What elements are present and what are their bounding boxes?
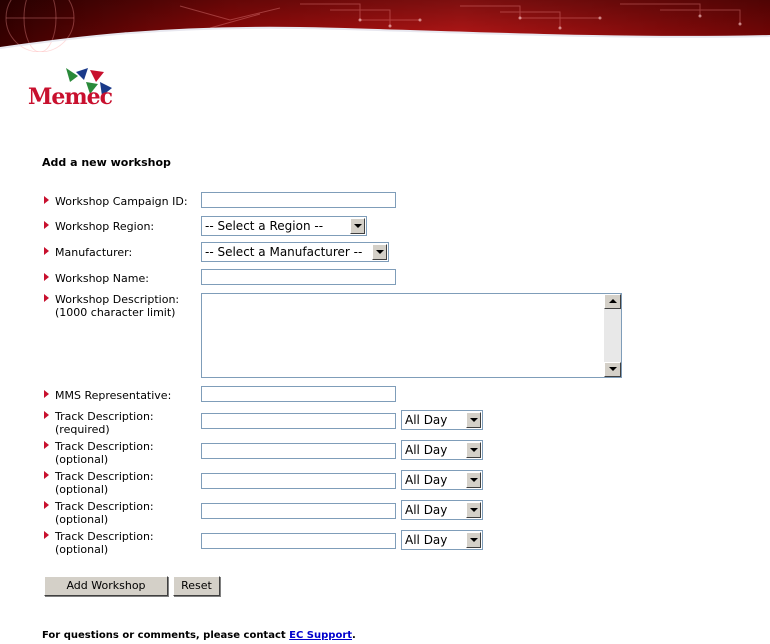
region-select[interactable] xyxy=(201,216,367,236)
mms-representative-input[interactable] xyxy=(201,386,396,402)
bullet-arrow-icon xyxy=(44,247,49,255)
chevron-down-icon[interactable] xyxy=(466,532,481,548)
chevron-down-icon[interactable] xyxy=(466,442,481,458)
bullet-arrow-icon xyxy=(44,196,49,204)
campaign-id-input[interactable] xyxy=(201,192,396,208)
track-time-select[interactable] xyxy=(401,470,483,490)
add-workshop-button[interactable]: Add Workshop xyxy=(44,576,168,596)
region-label: Workshop Region: xyxy=(55,220,155,233)
logo-text: Memec xyxy=(28,84,113,110)
memec-logo[interactable] xyxy=(26,66,118,114)
track-description-input[interactable] xyxy=(201,443,396,459)
track-label: Track Description: (optional) xyxy=(55,500,154,526)
track-time-selected: All Day xyxy=(405,533,448,547)
chevron-down-icon[interactable] xyxy=(466,412,481,428)
chevron-down-icon[interactable] xyxy=(466,472,481,488)
chevron-down-icon[interactable] xyxy=(350,218,365,234)
track-description-input[interactable] xyxy=(201,503,396,519)
chevron-down-icon[interactable] xyxy=(466,502,481,518)
track-time-selected: All Day xyxy=(405,443,448,457)
description-scrollbar[interactable] xyxy=(604,294,621,377)
footer-end: . xyxy=(352,630,356,641)
campaign-label: Workshop Campaign ID: xyxy=(55,195,188,208)
bullet-arrow-icon xyxy=(44,471,49,479)
track-label: Track Description: (required) xyxy=(55,410,154,436)
track-time-select[interactable] xyxy=(401,440,483,460)
manufacturer-selected: -- Select a Manufacturer -- xyxy=(205,245,363,259)
scroll-down-icon[interactable] xyxy=(604,362,621,377)
track-label: Track Description: (optional) xyxy=(55,440,154,466)
header-banner xyxy=(0,0,770,52)
workshop-name-input[interactable] xyxy=(201,269,396,285)
bullet-arrow-icon xyxy=(44,221,49,229)
track-time-select[interactable] xyxy=(401,530,483,550)
track-label: Track Description: (optional) xyxy=(55,470,154,496)
manufacturer-label: Manufacturer: xyxy=(55,246,133,259)
track-time-select[interactable] xyxy=(401,500,483,520)
track-time-select[interactable] xyxy=(401,410,483,430)
footer-contact xyxy=(42,630,356,641)
reset-button[interactable]: Reset xyxy=(173,576,220,596)
track-time-selected: All Day xyxy=(405,503,448,517)
name-label: Workshop Name: xyxy=(55,272,149,285)
chevron-down-icon[interactable] xyxy=(372,244,387,260)
description-label-line1: Workshop Description: xyxy=(55,293,180,306)
bullet-arrow-icon xyxy=(44,390,49,398)
bullet-arrow-icon xyxy=(44,531,49,539)
description-label xyxy=(55,293,200,319)
track-description-input[interactable] xyxy=(201,533,396,549)
bullet-arrow-icon xyxy=(44,501,49,509)
bullet-arrow-icon xyxy=(44,441,49,449)
scroll-up-icon[interactable] xyxy=(604,294,621,309)
ec-support-link[interactable]: EC Support xyxy=(289,630,353,641)
track-description-input[interactable] xyxy=(201,413,396,429)
footer-text: For questions or comments, please contact xyxy=(42,630,290,641)
bullet-arrow-icon xyxy=(44,273,49,281)
manufacturer-select[interactable] xyxy=(201,242,389,262)
track-time-selected: All Day xyxy=(405,413,448,427)
description-limit-note: (1000 character limit) xyxy=(55,306,176,319)
bullet-arrow-icon xyxy=(44,294,49,302)
track-description-input[interactable] xyxy=(201,473,396,489)
track-time-selected: All Day xyxy=(405,473,448,487)
page-title: Add a new workshop xyxy=(42,156,171,169)
bullet-arrow-icon xyxy=(44,411,49,419)
workshop-description-textarea[interactable] xyxy=(201,293,622,378)
track-label: Track Description: (optional) xyxy=(55,530,154,556)
mms-label: MMS Representative: xyxy=(55,389,172,402)
region-selected: -- Select a Region -- xyxy=(205,219,324,233)
